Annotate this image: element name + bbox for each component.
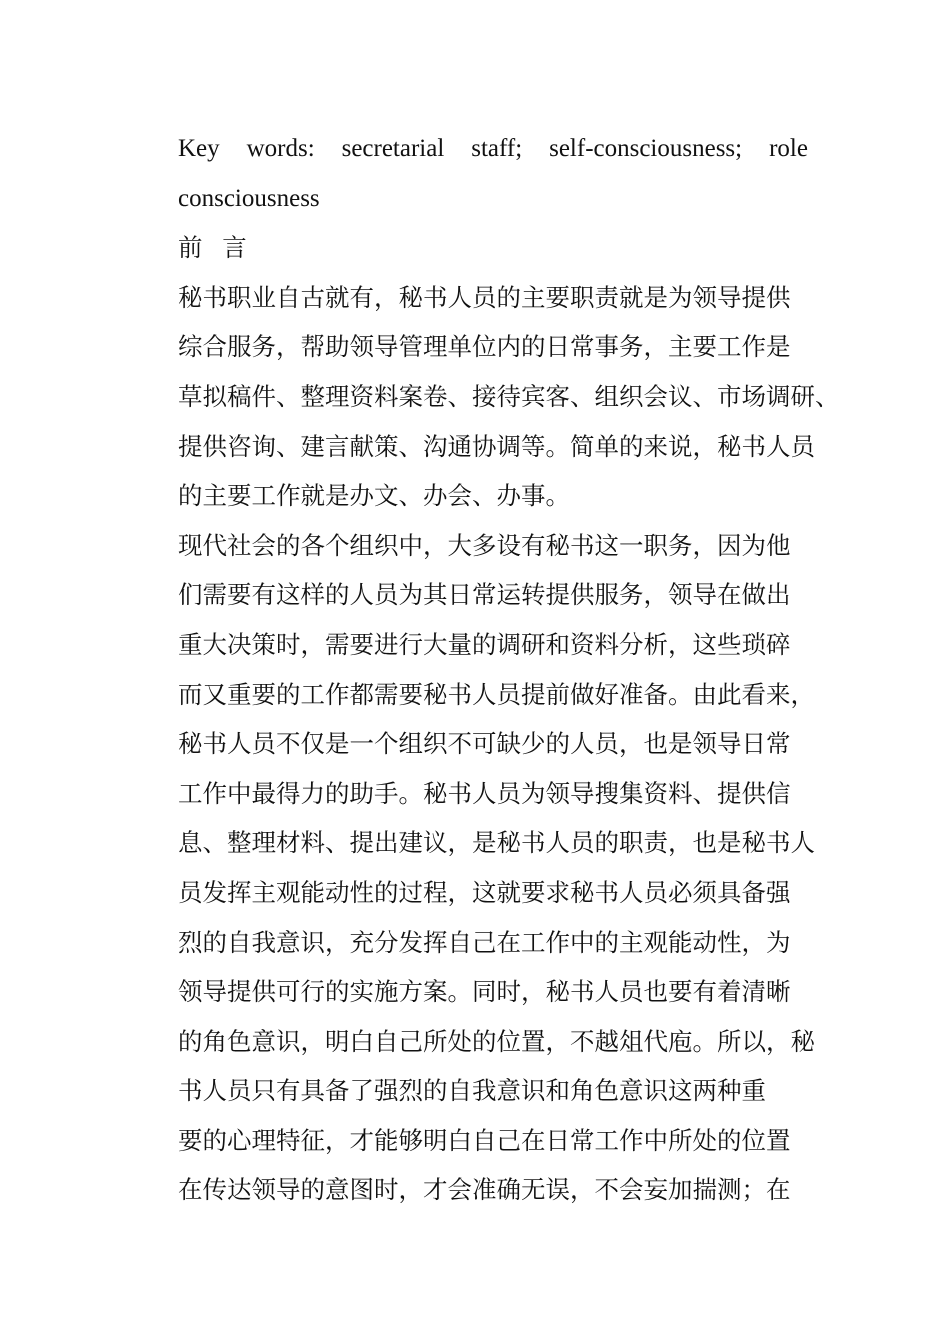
- text-line: 提供咨询、建言献策、沟通协调等。简单的来说，秘书人员: [178, 431, 815, 461]
- text-line: 秘书职业自古就有，秘书人员的主要职责就是为领导提供: [178, 282, 791, 312]
- text-line: 书人员只有具备了强烈的自我意识和角色意识这两种重: [178, 1076, 766, 1106]
- section-heading-text: 前 言: [178, 233, 253, 263]
- text-line: 草拟稿件、整理资料案卷、接待宾客、组织会议、市场调研、: [178, 381, 840, 411]
- text-line: 而又重要的工作都需要秘书人员提前做好准备。由此看来，: [178, 679, 815, 709]
- text-line: 工作中最得力的助手。秘书人员为领导搜集资料、提供信: [178, 778, 791, 808]
- section-heading: [178, 223, 808, 273]
- keyword-word: role: [769, 135, 808, 162]
- text-line: 们需要有这样的人员为其日常运转提供服务，领导在做出: [178, 580, 791, 610]
- text-line: 重大决策时，需要进行大量的调研和资料分析，这些琐碎: [178, 629, 791, 659]
- text-line: 在传达领导的意图时，才会准确无误，不会妄加揣测；在: [178, 1175, 791, 1205]
- text-line: 秘书人员不仅是一个组织不可缺少的人员，也是领导日常: [178, 729, 791, 759]
- text-line: 息、整理材料、提出建议，是秘书人员的职责，也是秘书人: [178, 828, 815, 858]
- keyword-word: staff;: [471, 135, 523, 162]
- text-line: 员发挥主观能动性的过程，这就要求秘书人员必须具备强: [178, 877, 791, 907]
- keyword-word: self-consciousness;: [549, 135, 743, 162]
- keywords-line-continued: consciousness: [178, 184, 320, 212]
- text-line: 综合服务，帮助领导管理单位内的日常事务，主要工作是: [178, 332, 791, 362]
- keyword-word: Key: [178, 135, 220, 162]
- text-line: 的角色意识，明白自己所处的位置，不越俎代庖。所以，秘: [178, 1026, 815, 1056]
- document-page: [178, 124, 840, 1215]
- keyword-word: secretarial: [341, 135, 445, 162]
- text-line: 现代社会的各个组织中，大多设有秘书这一职务，因为他: [178, 530, 791, 560]
- body-text: [178, 273, 840, 1215]
- text-line: 烈的自我意识，充分发挥自己在工作中的主观能动性，为: [178, 927, 791, 957]
- text-line: 要的心理特征，才能够明白自己在日常工作中所处的位置: [178, 1125, 791, 1155]
- keywords-line: [178, 124, 808, 174]
- text-line: 的主要工作就是办文、办会、办事。: [178, 481, 570, 511]
- text-line: 领导提供可行的实施方案。同时，秘书人员也要有着清晰: [178, 977, 791, 1007]
- keyword-word: words:: [246, 135, 315, 162]
